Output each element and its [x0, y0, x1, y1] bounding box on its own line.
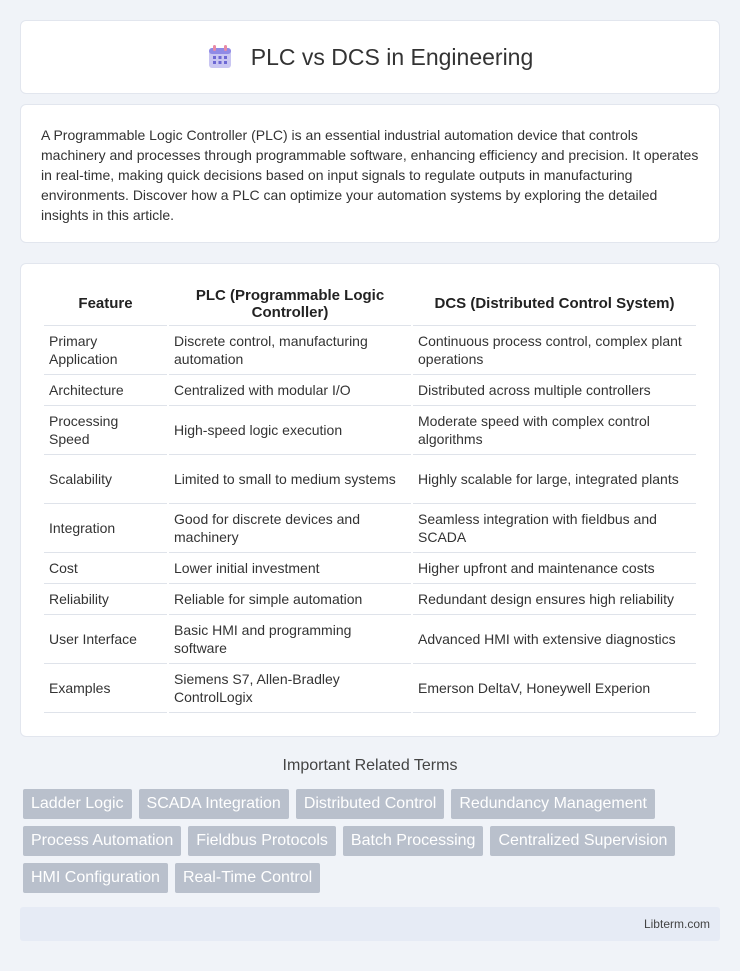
- table-cell: Emerson DeltaV, Honeywell Experion: [413, 664, 696, 713]
- table-cell: Architecture: [44, 375, 167, 406]
- table-row: [44, 406, 696, 455]
- table-cell: Basic HMI and programming software: [169, 615, 411, 664]
- related-term-tag[interactable]: Process Automation: [23, 826, 181, 856]
- table-row: [44, 553, 696, 584]
- table-cell: Discrete control, manufacturing automation: [169, 326, 411, 375]
- table-cell: Distributed across multiple controllers: [413, 375, 696, 406]
- table-cell: Seamless integration with fieldbus and SCADA: [413, 504, 696, 553]
- table-cell: Integration: [44, 504, 167, 553]
- table-cell: Continuous process control, complex plant operations: [413, 326, 696, 375]
- comparison-table: [42, 282, 698, 713]
- table-cell: Advanced HMI with extensive diagnostics: [413, 615, 696, 664]
- column-header: PLC (Programmable Logic Controller): [169, 282, 411, 326]
- calendar-icon: [207, 44, 233, 70]
- related-term-tag[interactable]: HMI Configuration: [23, 863, 168, 893]
- table-cell: Highly scalable for large, integrated plants: [413, 455, 696, 504]
- table-cell: Siemens S7, Allen-Bradley ControlLogix: [169, 664, 411, 713]
- related-term-tag[interactable]: Real-Time Control: [175, 863, 320, 893]
- table-cell: Centralized with modular I/O: [169, 375, 411, 406]
- table-cell: Reliable for simple automation: [169, 584, 411, 615]
- table-cell: Reliability: [44, 584, 167, 615]
- table-row: [44, 584, 696, 615]
- related-term-tag[interactable]: Batch Processing: [343, 826, 484, 856]
- table-cell: Good for discrete devices and machinery: [169, 504, 411, 553]
- related-term-tag[interactable]: Distributed Control: [296, 789, 445, 819]
- related-terms-list: [23, 789, 723, 893]
- table-cell: Processing Speed: [44, 406, 167, 455]
- intro-card: [20, 104, 720, 243]
- table-cell: User Interface: [44, 615, 167, 664]
- table-cell: Scalability: [44, 455, 167, 504]
- table-row: [44, 664, 696, 713]
- intro-text: A Programmable Logic Controller (PLC) is an essential industrial automation device that controls machinery and processes through programmable software, enhancing efficiency and precision. It operates in real-time, making quick decisions based on input signals to regulate outputs in manufacturing environments. Discover how a PLC can optimize your automation systems by exploring the detailed insights in this article.: [41, 127, 699, 223]
- table-cell: Limited to small to medium systems: [169, 455, 411, 504]
- related-terms-title: Important Related Terms: [282, 757, 458, 774]
- table-cell: Cost: [44, 553, 167, 584]
- table-cell: Examples: [44, 664, 167, 713]
- table-cell: Lower initial investment: [169, 553, 411, 584]
- table-header-row: [44, 282, 696, 326]
- header-card: [20, 20, 720, 94]
- table-row: [44, 326, 696, 375]
- footer-site[interactable]: Libterm.com: [643, 917, 710, 931]
- related-term-tag[interactable]: Ladder Logic: [23, 789, 132, 819]
- table-row: [44, 375, 696, 406]
- table-cell: Higher upfront and maintenance costs: [413, 553, 696, 584]
- comparison-table-card: [20, 263, 720, 737]
- table-cell: High-speed logic execution: [169, 406, 411, 455]
- table-cell: Primary Application: [44, 326, 167, 375]
- footer: [20, 907, 720, 941]
- table-row: [44, 455, 696, 504]
- column-header: Feature: [44, 282, 167, 326]
- table-row: [44, 615, 696, 664]
- column-header: DCS (Distributed Control System): [413, 282, 696, 326]
- table-row: [44, 504, 696, 553]
- related-term-tag[interactable]: Redundancy Management: [451, 789, 655, 819]
- table-cell: Moderate speed with complex control algorithms: [413, 406, 696, 455]
- page-title: PLC vs DCS in Engineering: [250, 43, 534, 70]
- related-term-tag[interactable]: Fieldbus Protocols: [188, 826, 336, 856]
- related-term-tag[interactable]: SCADA Integration: [139, 789, 289, 819]
- table-cell: Redundant design ensures high reliability: [413, 584, 696, 615]
- related-term-tag[interactable]: Centralized Supervision: [490, 826, 675, 856]
